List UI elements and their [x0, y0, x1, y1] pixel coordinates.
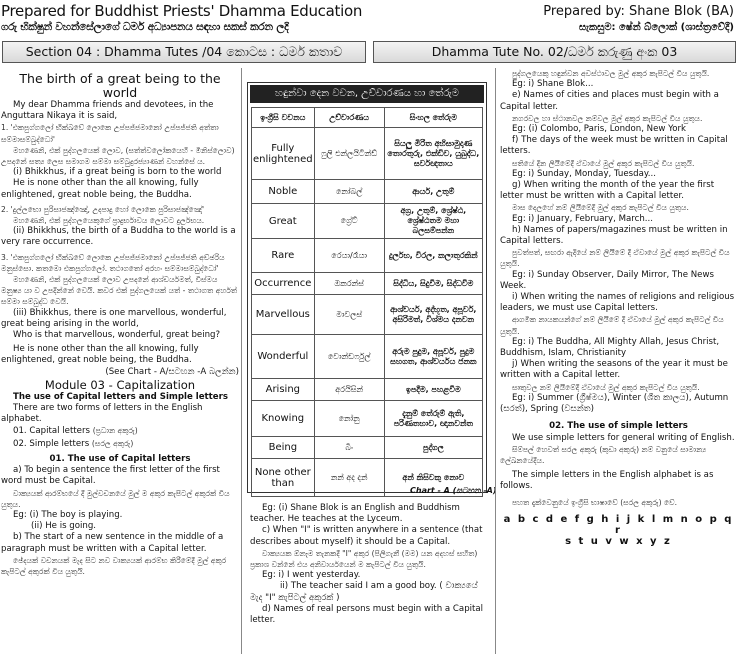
sinhala-text: වාක්‍යයක් ආරම්භයේ දී මුල්වචනයේ මුල් ම අකුර කැපිටල් අකුරක් විය යුතුය.: [1, 488, 230, 509]
word-cell: Being: [252, 437, 315, 459]
paragraph: The simple letters in the English alphabet is as follows.: [500, 470, 714, 492]
example: Eg: (i) Colombo, Paris, London, New York: [512, 124, 687, 135]
paragraph: My dear Dhamma friends and devotees, in the Anguttara Nikaya it is said,: [1, 100, 214, 122]
paragraph: (iii) Bhikkhus, there is one marvellous, wonderful, great being arising in the world,: [1, 307, 227, 329]
example: Eg: i) Sunday, Monday, Tuesday...: [512, 168, 656, 179]
column-header: උච්චාරණය: [314, 108, 384, 128]
pronunciation-cell: වොන්ඩර්ෆුල්: [314, 335, 384, 379]
meaning-cell: ආර්ය, උතුම්: [384, 180, 482, 204]
paragraph: e) Names of cities and places must begin with a Capital letter.: [500, 90, 719, 112]
table-row: [252, 335, 483, 379]
example: Eg: (i) Shane Blok is an English and Buddhism teacher. He teaches at the Lyceum.: [250, 503, 460, 525]
word-cell: Wonderful: [252, 335, 315, 379]
meaning-cell: අරුම පුදුම, අපූර්ව, පුදුම සහගත, ආශ්චර්යය ජනක: [384, 335, 482, 379]
example: Eg: i) The Buddha, All Mighty Allah, Jesus Christ, Buddhism, Islam, Christianity: [500, 336, 720, 359]
meaning-cell: අග්‍ර, උතුම්, ශ්‍රේෂ්ඨ, ශ්‍රේෂ්ඨතම මහා බලසම්පන්න: [384, 204, 482, 239]
table-header-row: [252, 108, 483, 128]
list-item: [1, 425, 239, 437]
paragraph: g) When writing the month of the year the first letter must be written with a Capital letter.: [500, 180, 715, 202]
example: Eg: i) I went yesterday.: [262, 570, 361, 581]
paragraph: a) To begin a sentence the first letter of the first word must be Capital.: [1, 465, 220, 487]
pronunciation-cell: ඔකරන්ස්: [314, 273, 384, 295]
meaning-cell: දුර්ලභ, විරල, කලාතුරකින්: [384, 239, 482, 273]
word-cell: Fully enlightened: [252, 128, 315, 180]
paragraph: d) Names of real persons must begin with a Capital letter.: [250, 603, 484, 626]
word-cell: None other than: [252, 459, 315, 497]
column-divider: [241, 68, 242, 654]
word-cell: Knowing: [252, 401, 315, 437]
section-bar: Section 04 : Dhamma Tutes /04 කොටස : ධර්ම කතාව: [2, 41, 366, 63]
pronunciation-cell: නන් අද දන්: [314, 459, 384, 497]
paragraph: h) Names of papers/magazines must be written in Capital letters.: [500, 224, 728, 247]
sinhala-text: මාස දෙලහේ නම් ලියීමේදී මුල් අකුර කැපිටල් විය යුතුය.: [512, 203, 689, 213]
list-item-sinhala: (ප්‍රධාන අකුරු): [92, 426, 138, 436]
example: (ii) He is going.: [31, 521, 97, 532]
section-subheading: The use of Capital letters and Simple letters: [13, 391, 228, 402]
word-cell: Arising: [252, 379, 315, 401]
paragraph: He is none other than the all knowing, fully enlightened, great noble being, the Buddha.: [1, 344, 199, 366]
chart-title: හඳුන්වා දෙන වචන, උච්චාරණය හා තේරුම: [250, 85, 484, 103]
sinhala-text: පහත දැක්වෙනුයේ ඉංග්‍රීසි භාෂාවේ (සරල අකුරු) වේ.: [512, 497, 678, 507]
sinhala-text: නගරවල හා ස්ථානවල නම්වල මුල් අකුර කැපිටල් විය යුතුය.: [512, 113, 703, 123]
document-title: Prepared for Buddhist Priests' Dhamma Education: [1, 2, 363, 20]
column-divider: [495, 68, 496, 654]
sinhala-text: සිම්පල් හෙවත් සරල අකුරු (කුඩා අකුරු) නම් වනුයේ සාමාන්‍ය ලේඛනයේදීය.: [500, 444, 707, 465]
document-subtitle: ගරු භික්ෂුන් වහන්සේලාගේ ධර්ම අධ්‍යාපනය සඳහා සකස් කරන ලදි: [1, 21, 289, 33]
sinhala-text: මහණෙනි, එක් පුද්ගලයෙක් ලොව උපදනේ ආශ්චර්යමත්, විස්මය මනුෂ්‍ය යා ව උපදින්නේ වෙයි. කවර එක් පුද්ගලයෙක් යත් - තථාගත අර්හත් සම්මා සම්බුද්ධ වෙයි.: [1, 275, 238, 307]
paragraph: c) When "I" is written anywhere in a sentence (that describes about myself) it should be a Capital.: [250, 525, 483, 547]
pronunciation-cell: රෙයා/රෑයා: [314, 239, 384, 273]
meaning-cell: ඉපදීම, පහළවීම: [384, 379, 482, 401]
example: Eg: i) Summer (ග්‍රීෂ්මය), Winter (ශීත කාලය), Autumn (සරත්), Spring (වසන්ත): [500, 392, 729, 415]
example: Eg: i) January, February, March...: [512, 213, 653, 224]
table-row: [252, 239, 483, 273]
left-column: [1, 72, 239, 656]
table-row: [252, 180, 483, 204]
word-cell: Occurrence: [252, 273, 315, 295]
right-column: [500, 68, 737, 656]
meaning-cell: දැනුම් තේරුම් ඇති, පරිණතභාව, ඥානවන්ත: [384, 401, 482, 437]
pronunciation-cell: ෆුලි එන්ලයිටින්ඩ්: [314, 128, 384, 180]
alphabet-line: a b c d e f g h i j k l m n o p q r: [503, 513, 734, 536]
meaning-cell: සියලු මිරිත අභිසාමුදාණ තොරතුරු, එක්ඩිව, යුබුද්ධ, සර්වඥතාය: [384, 128, 482, 180]
paragraph: He is none other than the all knowing, fully enlightened, great noble being, the Buddha.: [1, 178, 199, 200]
column-header: සිංහල තේරුම: [384, 108, 482, 128]
meaning-cell: අන් කිසිවකු නොව: [384, 459, 482, 497]
pali-quote: 3. 'එකපුග්ගලෝ භික්ඛවේ ලොකෙ උප්පජ්ජමානෝ උප්පජ්ජති අච්ඡරිය මනුස්සො. කතමො එකපුග්ගලෝ. තථාගතෝ අරහං සම්මාසම්බුද්ධෝ': [1, 252, 225, 273]
sinhala-text: සෘතුවල නම් ලියීමේදී ඒවායේ මුල් අකුර කැපිටල් විය යුතුයි.: [512, 382, 700, 392]
paragraph: i) When writing the names of religions and religious leaders, we must use Capital letters.: [500, 292, 735, 314]
example: ii) The teacher said I am a good boy. ( වාක්‍යයේ මැද "I" කැපිටල් අකුරක් ): [250, 581, 478, 603]
paragraph: There are two forms of letters in the English alphabet.: [1, 403, 203, 425]
example: Eg: i) Sunday Observer, Daily Mirror, The News Week.: [500, 269, 714, 291]
middle-column: [250, 503, 488, 656]
example: Eg: (i) The boy is playing.: [13, 509, 123, 520]
table-row: [252, 128, 483, 180]
paragraph: (ii) Bhikkhus, the birth of a Buddha to the world is a very rare occurrence.: [1, 226, 236, 248]
pronunciation-cell: නෝබල්: [314, 180, 384, 204]
list-item-sinhala: (සරල අකුරු): [91, 438, 134, 448]
paragraph: (i) Bhikkhus, if a great being is born to the world: [13, 167, 222, 178]
tute-bar: Dhamma Tute No. 02/ධර්ම කරුණු අංක 03: [373, 41, 736, 63]
paragraph: We use simple letters for general writing of English.: [512, 432, 735, 443]
list-item-text: 02. Simple letters: [13, 438, 90, 449]
paragraph: b) The start of a new sentence in the middle of a paragraph must be written with a Capital letter.: [1, 532, 224, 554]
sinhala-text: ඡේදයක් වචනයක් මැද සිට නව වාක්‍යයක් ආරම්භ කිරීමේදී මුල් අකුර කැපිටල් අකුරක් විය යුතුයි.: [1, 555, 227, 576]
list-item-text: 01. Capital letters: [13, 426, 90, 437]
article-heading: The birth of a great being to the world: [19, 72, 221, 100]
pronunciation-cell: අරයිසින්: [314, 379, 384, 401]
pali-quote: 1. 'එකපුග්ගලෝ භික්ඛවේ ලොකෙ උප්පජ්ජමානෝ උප්පජ්ජති අත්තා සම්මාසම්බුද්ධෝ': [1, 123, 219, 144]
paragraph: f) The days of the week must be written in Capital letters.: [500, 135, 728, 157]
pronunciation-cell: නෝනු: [314, 401, 384, 437]
sinhala-text: වාක්‍යයක ඕනෑම තැනකදී "I" අකුර (පිලිගැනී (මම) යන අදහස් සහිත) ප්‍රකාශ වන්නේ එය අනිවාර්යයෙන් ම කැපිටල් විය යුතුයි.: [250, 548, 478, 570]
sinhala-text: මහණෙනි, එක් පුද්ගලයෙක් ලොව, (සත්ත්වලෝකයෙහි - මිනිස්ලොව) උපදනේ සත්‍ය ලෙස සමාගම සම්මා සම්බුදුරජ්‍යාණන් වහන්සේ ය.: [1, 145, 235, 167]
alphabet-line: s t u v w x y z: [565, 536, 672, 548]
meaning-cell: සිද්ධිය, සිදුවීම, සිද්ධවීම: [384, 273, 482, 295]
pronunciation-cell: බීං: [314, 437, 384, 459]
chart-caption: Chart - A (සටහන -A): [410, 486, 497, 495]
paragraph: j) When writing the seasons of the year it must be written with a Capital letter.: [500, 359, 728, 381]
pali-quote: 2. 'දුල්ලභො පුරිසාජඤ්ඤෝ, උදපාදු හෝ ලොකෙ පුරිසාජඤ්ඤෝ': [1, 204, 205, 214]
table-row: [252, 401, 483, 437]
list-item: [1, 438, 239, 450]
column-header: ඉංග්‍රීසි වචනය: [252, 108, 315, 128]
module-heading: Module 03 - Capitalization: [44, 377, 196, 392]
meaning-cell: ආශ්චර්ය, අද්භූත, අපූර්ව, අසිරිමත්, විශ්මය දනවන: [384, 295, 482, 335]
sinhala-text: පුද්ගලයෙකු හඳුන්වන අවස්ථාවල මුල් අකුර කැපිටල් විය යුතුයි.: [512, 69, 710, 78]
vocabulary-chart: [247, 82, 487, 493]
paragraph: Who is that marvellous, wonderful, great being?: [13, 330, 221, 341]
word-cell: Rare: [252, 239, 315, 273]
sinhala-text: පුවත්පත්, සඟරා ඇදියේ නම් ලියීමේ දී ඒවායේ මුල් අකුර කැපිටල් විය යුතුයි.: [500, 248, 730, 269]
table-row: [252, 204, 483, 239]
subsection-heading: 01. The use of Capital letters: [49, 453, 191, 464]
prepared-by-sinhala: සැකසුම: ෂේන් බ්ලොක් (ශාස්ත්‍රවේදී): [579, 22, 734, 33]
example: Eg: i) Shane Blok...: [512, 79, 594, 90]
sinhala-text: සතියේ දින ලියීමේදී ඒවායේ මුල් අකුර කැපිටල් විය යුතුයි.: [512, 158, 695, 168]
sinhala-text: ආගමික නායකයන්ගේ නම් ලියීමේ දී ඒවායේ මුල් අකුර කැපිටල් විය යුතුයි.: [500, 315, 724, 336]
vocabulary-table: [251, 107, 483, 497]
meaning-cell: පුද්ගල: [384, 437, 482, 459]
word-cell: Marvellous: [252, 295, 315, 335]
subsection-heading: 02. The use of simple letters: [549, 421, 688, 432]
table-row: [252, 295, 483, 335]
page-header: [0, 0, 738, 40]
word-cell: Great: [252, 204, 315, 239]
pronunciation-cell: මාවලස්: [314, 295, 384, 335]
table-row: [252, 379, 483, 401]
table-row: [252, 273, 483, 295]
chart-reference: (See Chart - A/සටහන -A බලන්න): [105, 366, 239, 377]
word-cell: Noble: [252, 180, 315, 204]
sinhala-text: මහණෙනි, එක් පුද්ගලයෙකුගේ ප්‍රාදුර්භාවය ලොවට දුර්ලභය.: [13, 216, 205, 226]
prepared-by: Prepared by: Shane Blok (BA): [543, 4, 734, 19]
pronunciation-cell: ග්‍රේට්: [314, 204, 384, 239]
table-row: [252, 437, 483, 459]
